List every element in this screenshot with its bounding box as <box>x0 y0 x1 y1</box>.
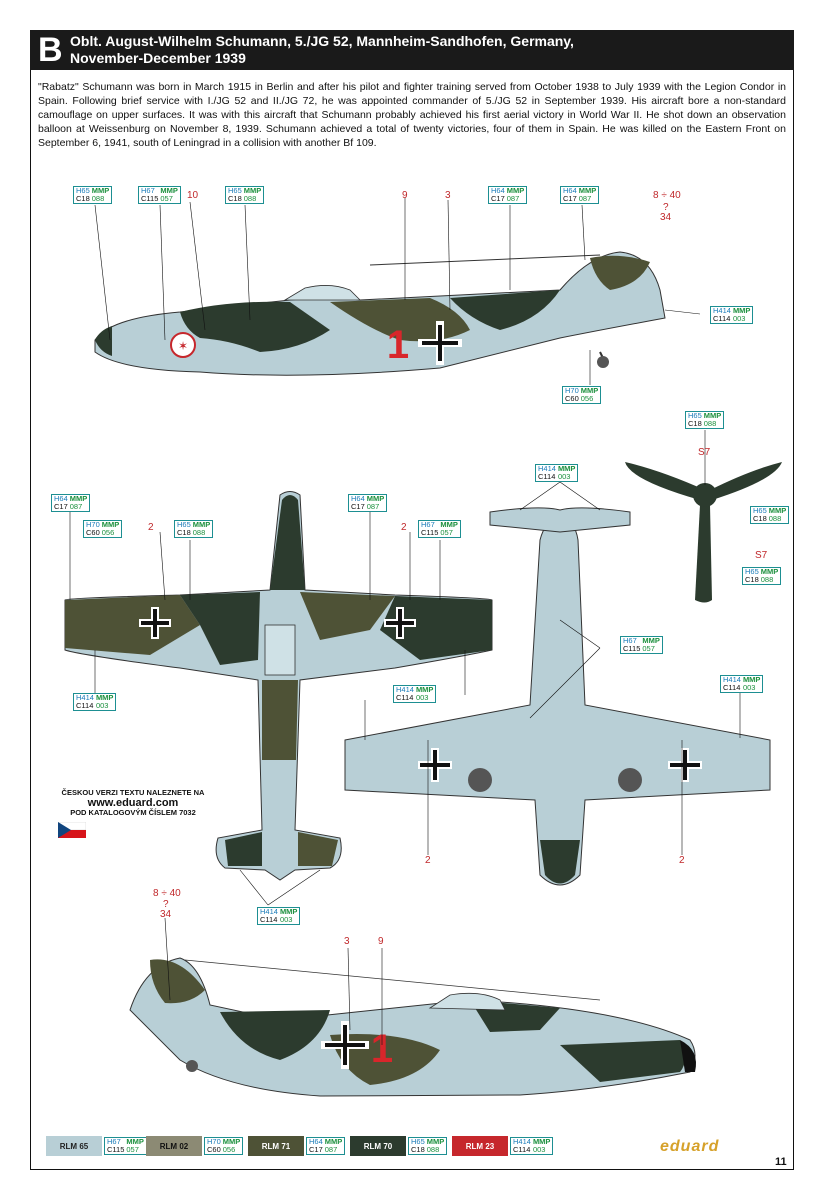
side-view-right <box>130 958 696 1096</box>
paint-callout: H64 MMP C17 087 <box>488 186 527 204</box>
paint-callout: H67 MMP C115 057 <box>138 186 181 204</box>
marker: ? <box>663 202 669 213</box>
paint-callout: H65 MMP C18 088 <box>742 567 781 585</box>
paint-callout: H414 MMP C114 003 <box>710 306 753 324</box>
paint-callout: H65 MMP C18 088 <box>408 1137 447 1155</box>
pilot-biography: "Rabatz" Schumann was born in March 1915 in Berlin and after his pilot and fighter training served from October 1938 to July 1939 with the Legion Condor in Spain. Following brief service with I./JG 52 and II./JG 72, he was appointed commander of 5./JG 52 in September 1939. His aircraft bore a non-standard camouflage on upper surfaces. It was with this aircraft that Schumann probably achieved his first aerial victory in World War II. He shot down an observation balloon at Weissenburg on November 8, 1939. Schumann achieved a total of twenty victories, four of them in Spain. He was killed on the Eastern Front on September 6, 1941, south of Leningrad in a collision with another Bf 109. <box>38 81 786 149</box>
legend-rlm70 <box>350 1135 447 1157</box>
paint-callout: H414 MMP C114 003 <box>510 1137 553 1155</box>
legend-rlm02 <box>146 1135 243 1157</box>
marker: 2 <box>425 855 431 866</box>
marker: 34 <box>660 212 672 223</box>
paint-callout: H64 MMP C17 087 <box>51 494 90 512</box>
czech-version-note: ČESKOU VERZI TEXTU NALEZNETE NA www.eduard.com POD KATALOGOVÝM ČÍSLEM 7032 <box>58 788 208 818</box>
paint-callout: H414 MMP C114 003 <box>73 693 116 711</box>
fuselage-code-side: 1 <box>386 323 410 367</box>
marker: 3 <box>344 936 350 947</box>
paint-callout: H67 MMP C115 057 <box>104 1137 147 1155</box>
profile-letter: B <box>38 31 63 69</box>
paint-callout: H414 MMP C114 003 <box>393 685 436 703</box>
marker: S7 <box>698 447 711 458</box>
marker: 2 <box>679 855 685 866</box>
marker: 3 <box>445 190 451 201</box>
legend-rlm71 <box>248 1135 345 1157</box>
legend-swatch: RLM 71 <box>248 1136 304 1156</box>
eduard-url[interactable]: www.eduard.com <box>87 797 179 809</box>
marker: 10 <box>187 190 199 201</box>
marker: 8 ÷ 40 <box>653 190 681 201</box>
paint-callout: H65 MMP C18 088 <box>750 506 789 524</box>
marker: 8 ÷ 40 <box>153 888 181 899</box>
paint-callout: H67 MMP C115 057 <box>418 520 461 538</box>
paint-callout: H64 MMP C17 087 <box>306 1137 345 1155</box>
paint-callout: H65 MMP C18 088 <box>685 411 724 429</box>
paint-callout: H70 MMP C60 056 <box>204 1137 243 1155</box>
fuselage-code-right: 1 <box>370 1027 394 1071</box>
svg-text:✶: ✶ <box>177 339 189 353</box>
legend-swatch: RLM 65 <box>46 1136 102 1156</box>
legend-swatch: RLM 70 <box>350 1136 406 1156</box>
marker: S7 <box>755 550 768 561</box>
paint-callout: H64 MMP C17 087 <box>560 186 599 204</box>
paint-callout: H65 MMP C18 088 <box>174 520 213 538</box>
marker: ? <box>163 899 169 910</box>
marker: 2 <box>148 522 154 533</box>
czech-flag-icon <box>58 822 86 838</box>
legend-swatch: RLM 02 <box>146 1136 202 1156</box>
title-line-1: Oblt. August-Wilhelm Schumann, 5./JG 52, Mannheim-Sandhofen, Germany, <box>70 33 574 49</box>
legend-rlm65 <box>46 1135 147 1157</box>
paint-callout: H65 MMP C18 088 <box>73 186 112 204</box>
paint-callout: H414 MMP C114 003 <box>720 675 763 693</box>
paint-callout: H414 MMP C114 003 <box>535 464 578 482</box>
marker: 9 <box>402 190 408 201</box>
title-line-2: November-December 1939 <box>70 50 246 66</box>
marker: 34 <box>160 909 172 920</box>
side-view-left <box>95 252 665 375</box>
paint-callout: H67 MMP C115 057 <box>620 636 663 654</box>
paint-callout: H70 MMP C60 056 <box>562 386 601 404</box>
legend-rlm23 <box>452 1135 553 1157</box>
marker: 9 <box>378 936 384 947</box>
paint-callout: H414 MMP C114 003 <box>257 907 300 925</box>
marker: 2 <box>401 522 407 533</box>
paint-callout: H64 MMP C17 087 <box>348 494 387 512</box>
paint-callout: H65 MMP C18 088 <box>225 186 264 204</box>
paint-callout: H70 MMP C60 056 <box>83 520 122 538</box>
legend-swatch: RLM 23 <box>452 1136 508 1156</box>
page-number: 11 <box>775 1156 787 1168</box>
eduard-logo: eduard <box>660 1138 720 1155</box>
